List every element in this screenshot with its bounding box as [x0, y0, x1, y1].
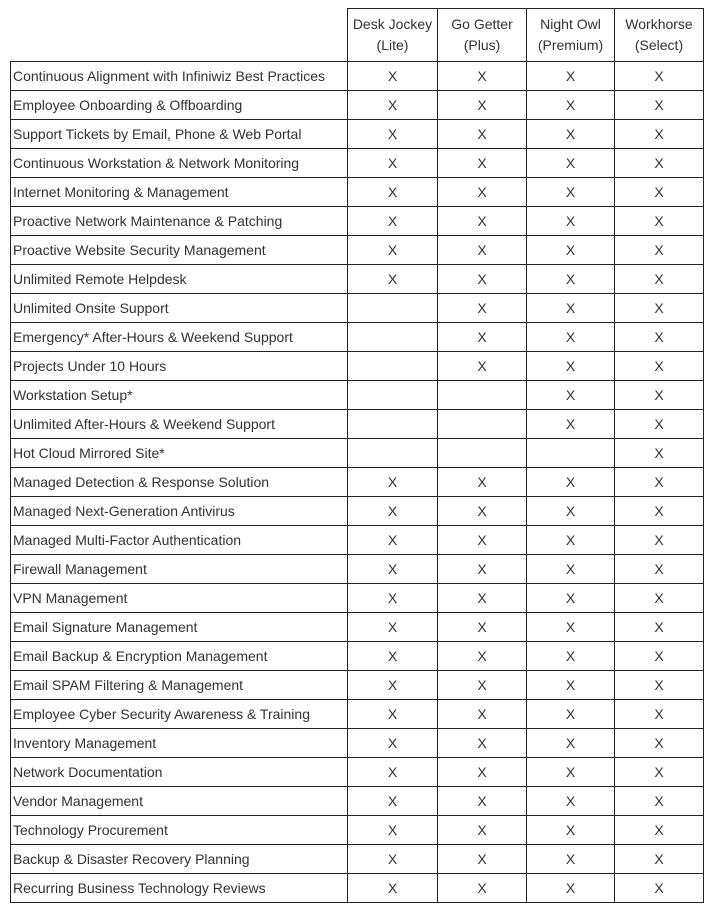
feature-name-cell: Employee Cyber Security Awareness & Training [11, 700, 348, 729]
plan-tier: (Select) [634, 37, 684, 53]
included-mark-cell: X [527, 207, 615, 236]
table-body [11, 62, 704, 903]
included-mark-cell: X [438, 555, 527, 584]
included-mark-cell: X [615, 758, 704, 787]
feature-name-cell: Email Backup & Encryption Management [11, 642, 348, 671]
included-mark-cell: X [438, 468, 527, 497]
included-mark-cell: X [615, 526, 704, 555]
included-mark-cell: X [438, 323, 527, 352]
included-mark-cell: X [615, 584, 704, 613]
included-mark-cell: X [348, 555, 438, 584]
included-mark-cell: X [348, 845, 438, 874]
table-row [11, 120, 704, 149]
included-mark-cell: X [527, 816, 615, 845]
included-mark-cell: X [438, 700, 527, 729]
table-row [11, 178, 704, 207]
feature-name-cell: Email Signature Management [11, 613, 348, 642]
included-mark-cell: X [348, 236, 438, 265]
table-row [11, 700, 704, 729]
included-mark-cell: X [615, 642, 704, 671]
included-mark-cell: X [438, 758, 527, 787]
included-mark-cell: X [615, 236, 704, 265]
empty-cell [348, 352, 438, 381]
included-mark-cell: X [615, 323, 704, 352]
feature-name-cell: Technology Procurement [11, 816, 348, 845]
plan-name: Night Owl [540, 16, 601, 32]
included-mark-cell: X [438, 787, 527, 816]
included-mark-cell: X [527, 526, 615, 555]
table-row [11, 265, 704, 294]
included-mark-cell: X [527, 381, 615, 410]
plan-name: Desk Jockey [352, 16, 433, 32]
included-mark-cell: X [438, 845, 527, 874]
included-mark-cell: X [527, 352, 615, 381]
table-row [11, 526, 704, 555]
included-mark-cell: X [527, 149, 615, 178]
feature-name-cell: VPN Management [11, 584, 348, 613]
included-mark-cell: X [348, 816, 438, 845]
included-mark-cell: X [615, 613, 704, 642]
table-row [11, 758, 704, 787]
feature-name-cell: Vendor Management [11, 787, 348, 816]
table-row [11, 149, 704, 178]
plan-header-night-owl [527, 9, 615, 62]
feature-name-cell: Inventory Management [11, 729, 348, 758]
included-mark-cell: X [527, 845, 615, 874]
included-mark-cell: X [438, 352, 527, 381]
feature-name-cell: Continuous Workstation & Network Monitoring [11, 149, 348, 178]
included-mark-cell: X [615, 671, 704, 700]
feature-name-cell: Backup & Disaster Recovery Planning [11, 845, 348, 874]
table-row [11, 671, 704, 700]
empty-cell [438, 381, 527, 410]
included-mark-cell: X [438, 236, 527, 265]
included-mark-cell: X [438, 265, 527, 294]
empty-cell [348, 323, 438, 352]
feature-name-cell: Internet Monitoring & Management [11, 178, 348, 207]
included-mark-cell: X [348, 468, 438, 497]
included-mark-cell: X [348, 62, 438, 91]
included-mark-cell: X [438, 294, 527, 323]
included-mark-cell: X [527, 642, 615, 671]
included-mark-cell: X [527, 787, 615, 816]
included-mark-cell: X [438, 149, 527, 178]
included-mark-cell: X [527, 323, 615, 352]
included-mark-cell: X [615, 787, 704, 816]
included-mark-cell: X [438, 874, 527, 903]
table-row [11, 294, 704, 323]
empty-cell [348, 410, 438, 439]
table-row [11, 439, 704, 468]
included-mark-cell: X [615, 845, 704, 874]
included-mark-cell: X [348, 584, 438, 613]
empty-cell [527, 439, 615, 468]
table-row [11, 787, 704, 816]
included-mark-cell: X [438, 207, 527, 236]
empty-cell [438, 439, 527, 468]
table-row [11, 468, 704, 497]
table-row [11, 323, 704, 352]
plan-header-workhorse [615, 9, 704, 62]
table-row [11, 555, 704, 584]
table-row [11, 62, 704, 91]
included-mark-cell: X [438, 671, 527, 700]
included-mark-cell: X [615, 816, 704, 845]
empty-cell [348, 439, 438, 468]
included-mark-cell: X [527, 729, 615, 758]
included-mark-cell: X [348, 874, 438, 903]
table-row [11, 381, 704, 410]
feature-name-cell: Continuous Alignment with Infiniwiz Best Practices [11, 62, 348, 91]
plan-name: Go Getter [451, 16, 513, 32]
table-header-row [11, 9, 704, 62]
included-mark-cell: X [438, 178, 527, 207]
plan-name: Workhorse [625, 16, 693, 32]
feature-name-cell: Firewall Management [11, 555, 348, 584]
included-mark-cell: X [438, 816, 527, 845]
included-mark-cell: X [527, 91, 615, 120]
plan-tier: (Lite) [376, 37, 409, 53]
feature-name-cell: Support Tickets by Email, Phone & Web Portal [11, 120, 348, 149]
feature-name-cell: Managed Multi-Factor Authentication [11, 526, 348, 555]
feature-name-cell: Unlimited After-Hours & Weekend Support [11, 410, 348, 439]
feature-name-cell: Emergency* After-Hours & Weekend Support [11, 323, 348, 352]
included-mark-cell: X [348, 642, 438, 671]
included-mark-cell: X [527, 120, 615, 149]
header-corner-cell [11, 9, 348, 62]
included-mark-cell: X [438, 62, 527, 91]
feature-name-cell: Proactive Website Security Management [11, 236, 348, 265]
included-mark-cell: X [438, 91, 527, 120]
included-mark-cell: X [348, 613, 438, 642]
included-mark-cell: X [527, 613, 615, 642]
included-mark-cell: X [615, 497, 704, 526]
included-mark-cell: X [348, 729, 438, 758]
included-mark-cell: X [615, 207, 704, 236]
table-row [11, 410, 704, 439]
included-mark-cell: X [348, 207, 438, 236]
feature-name-cell: Network Documentation [11, 758, 348, 787]
included-mark-cell: X [348, 671, 438, 700]
table-row [11, 207, 704, 236]
included-mark-cell: X [348, 758, 438, 787]
included-mark-cell: X [615, 62, 704, 91]
table-row [11, 91, 704, 120]
included-mark-cell: X [615, 178, 704, 207]
included-mark-cell: X [348, 178, 438, 207]
included-mark-cell: X [615, 468, 704, 497]
plan-header-desk-jockey [348, 9, 438, 62]
included-mark-cell: X [438, 526, 527, 555]
included-mark-cell: X [348, 526, 438, 555]
plan-comparison-table [10, 8, 704, 903]
included-mark-cell: X [527, 410, 615, 439]
table-row [11, 729, 704, 758]
included-mark-cell: X [527, 874, 615, 903]
table-row [11, 584, 704, 613]
included-mark-cell: X [438, 729, 527, 758]
empty-cell [348, 381, 438, 410]
feature-name-cell: Projects Under 10 Hours [11, 352, 348, 381]
table-row [11, 613, 704, 642]
included-mark-cell: X [527, 700, 615, 729]
table-row [11, 497, 704, 526]
included-mark-cell: X [527, 294, 615, 323]
feature-name-cell: Recurring Business Technology Reviews [11, 874, 348, 903]
included-mark-cell: X [527, 671, 615, 700]
included-mark-cell: X [615, 91, 704, 120]
included-mark-cell: X [615, 729, 704, 758]
included-mark-cell: X [348, 265, 438, 294]
included-mark-cell: X [527, 468, 615, 497]
included-mark-cell: X [615, 149, 704, 178]
feature-name-cell: Workstation Setup* [11, 381, 348, 410]
included-mark-cell: X [438, 120, 527, 149]
table-row [11, 816, 704, 845]
included-mark-cell: X [615, 120, 704, 149]
included-mark-cell: X [615, 265, 704, 294]
included-mark-cell: X [348, 91, 438, 120]
included-mark-cell: X [527, 265, 615, 294]
included-mark-cell: X [615, 439, 704, 468]
included-mark-cell: X [348, 787, 438, 816]
included-mark-cell: X [615, 294, 704, 323]
included-mark-cell: X [438, 613, 527, 642]
table-row [11, 642, 704, 671]
included-mark-cell: X [438, 584, 527, 613]
included-mark-cell: X [527, 62, 615, 91]
empty-cell [348, 294, 438, 323]
table-row [11, 236, 704, 265]
included-mark-cell: X [348, 149, 438, 178]
feature-name-cell: Managed Detection & Response Solution [11, 468, 348, 497]
plan-tier: (Premium) [537, 37, 604, 53]
empty-cell [438, 410, 527, 439]
included-mark-cell: X [615, 874, 704, 903]
included-mark-cell: X [348, 497, 438, 526]
included-mark-cell: X [348, 700, 438, 729]
table-row [11, 845, 704, 874]
feature-name-cell: Managed Next-Generation Antivirus [11, 497, 348, 526]
included-mark-cell: X [438, 642, 527, 671]
included-mark-cell: X [527, 236, 615, 265]
feature-name-cell: Hot Cloud Mirrored Site* [11, 439, 348, 468]
feature-name-cell: Proactive Network Maintenance & Patching [11, 207, 348, 236]
table-row [11, 352, 704, 381]
feature-name-cell: Unlimited Onsite Support [11, 294, 348, 323]
included-mark-cell: X [615, 381, 704, 410]
plan-tier: (Plus) [463, 37, 501, 53]
included-mark-cell: X [527, 178, 615, 207]
included-mark-cell: X [615, 352, 704, 381]
feature-name-cell: Email SPAM Filtering & Management [11, 671, 348, 700]
included-mark-cell: X [615, 700, 704, 729]
included-mark-cell: X [438, 497, 527, 526]
included-mark-cell: X [615, 410, 704, 439]
table-row [11, 874, 704, 903]
included-mark-cell: X [348, 120, 438, 149]
feature-name-cell: Unlimited Remote Helpdesk [11, 265, 348, 294]
feature-name-cell: Employee Onboarding & Offboarding [11, 91, 348, 120]
included-mark-cell: X [527, 497, 615, 526]
included-mark-cell: X [527, 584, 615, 613]
included-mark-cell: X [527, 555, 615, 584]
included-mark-cell: X [527, 758, 615, 787]
plan-header-go-getter [438, 9, 527, 62]
included-mark-cell: X [615, 555, 704, 584]
